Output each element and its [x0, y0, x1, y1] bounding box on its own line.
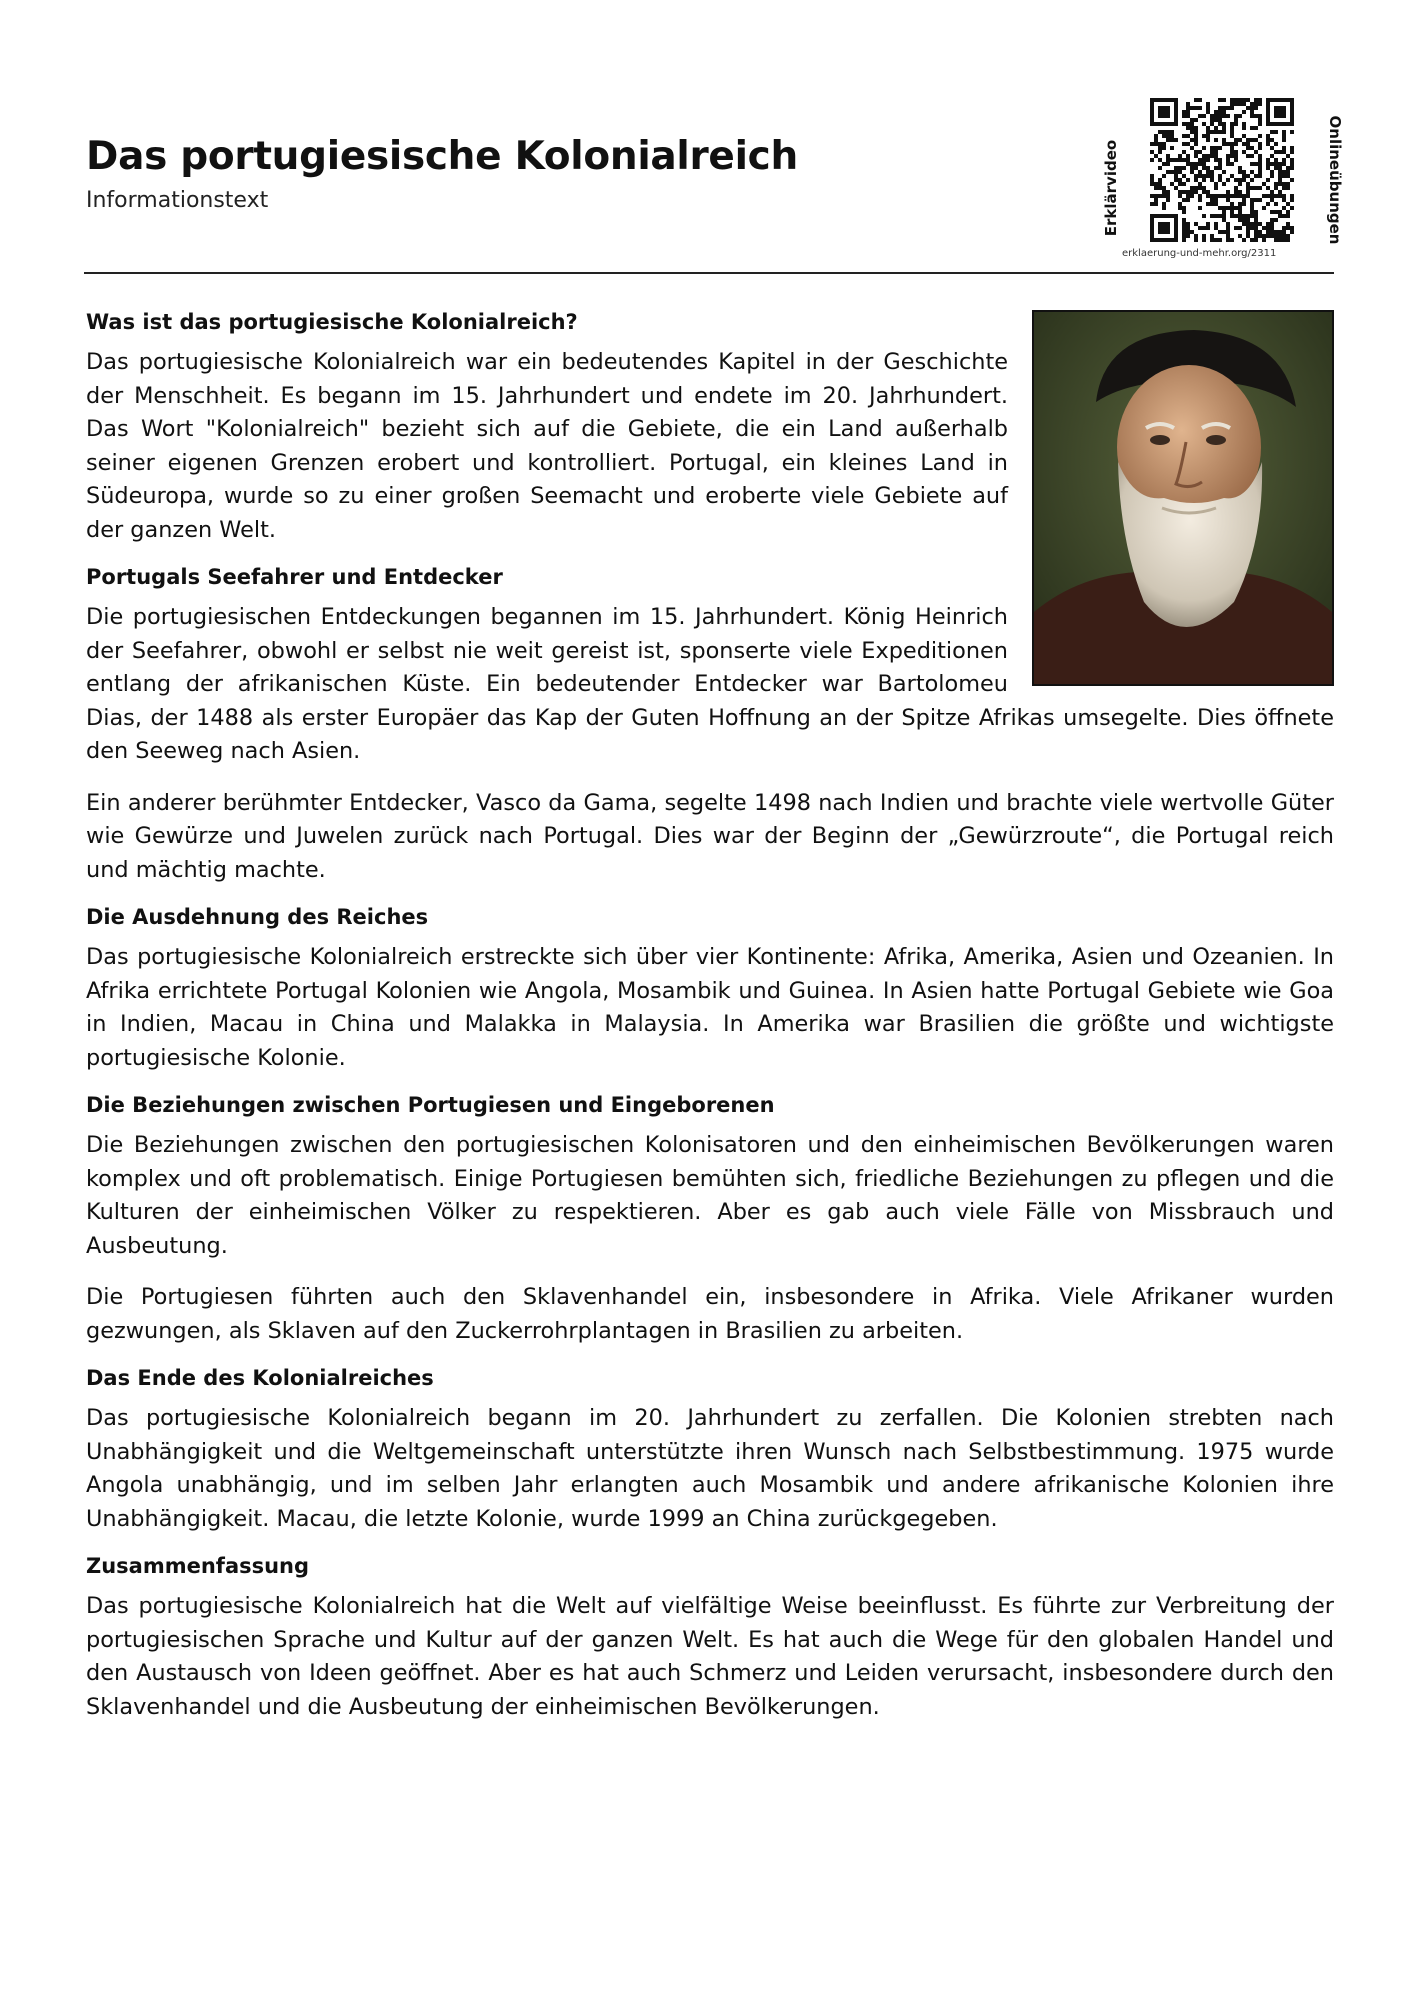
- section-heading: Das Ende des Kolonialreiches: [86, 1366, 434, 1390]
- paragraph: Das portugiesische Kolonialreich hat die Welt auf vielfältige Weise beeinflusst. Es führte zur Verbreitung der portugiesischen Sprache und Kultur auf der ganzen Welt. Es hat auch die Wege für den globalen Handel und den Austausch von Ideen geöffnet. Aber es hat auch Schmerz und Leiden verursacht, insbesondere durch den Sklavenhandel und die Ausbeutung der einheimischen Bevölkerungen.: [86, 1593, 1334, 1720]
- qr-left-label: Erklärvideo: [1102, 139, 1120, 237]
- section-heading: Die Ausdehnung des Reiches: [86, 905, 429, 929]
- section-5: [86, 1554, 1334, 1724]
- paragraph: Das portugiesische Kolonialreich begann im 20. Jahrhundert zu zerfallen. Die Kolonien strebten nach Unabhängigkeit und die Weltgemeinschaft unterstützte ihren Wunsch nach Selbstbestimmung. 1975 wurde Angola unabhängig, und im selben Jahr erlangten auch Mosambik und andere afrikanische Kolonien ihre Unabhängigkeit. Macau, die letzte Kolonie, wurde 1999 an China zurückgegeben.: [86, 1405, 1334, 1532]
- section-4: [86, 1366, 1334, 1536]
- section-heading: Portugals Seefahrer und Entdecker: [86, 565, 503, 589]
- document-body: [86, 310, 1334, 1742]
- section-heading: Was ist das portugiesische Kolonialreich?: [86, 310, 578, 334]
- qr-url[interactable]: erklaerung-und-mehr.org/2311: [1122, 248, 1277, 259]
- qr-block[interactable]: [1098, 92, 1348, 264]
- section-3: [86, 1093, 1334, 1348]
- paragraph: Das portugiesische Kolonialreich war ein bedeutendes Kapitel in der Geschichte der Menschheit. Es begann im 15. Jahrhundert und endete im 20. Jahrhundert. Das Wort "Kolonialreich" bezieht sich auf die Gebiete, die ein Land außerhalb seiner eigenen Grenzen erobert und kontrolliert. Portugal, ein kleines Land in Südeuropa, wurde so zu einer großen Seemacht und eroberte viele Gebiete auf der ganzen Welt.: [86, 349, 1008, 543]
- paragraph: Die Portugiesen führten auch den Sklavenhandel ein, insbesondere in Afrika. Viele Afrikaner wurden gezwungen, als Sklaven auf den Zuckerrohrplantagen in Brasilien zu arbeiten.: [86, 1284, 1334, 1344]
- qr-right-label: Onlineübungen: [1326, 115, 1344, 245]
- paragraph: Die Beziehungen zwischen den portugiesischen Kolonisatoren und den einheimischen Bevölkerungen waren komplex und oft problematisch. Einige Portugiesen bemühten sich, friedliche Beziehungen zu pflegen und die Kulturen der einheimischen Völker zu respektieren. Aber es gab auch viele Fälle von Missbrauch und Ausbeutung.: [86, 1132, 1334, 1259]
- paragraph: Ein anderer berühmter Entdecker, Vasco da Gama, segelte 1498 nach Indien und brachte viele wertvolle Güter wie Gewürze und Juwelen zurück nach Portugal. Dies war der Beginn der „Gewürzroute“, die Portugal reich und mächtig machte.: [86, 789, 1334, 883]
- section-2: [86, 905, 1334, 1075]
- page-title: Das portugiesische Kolonialreich: [86, 134, 798, 179]
- section-heading: Zusammenfassung: [86, 1554, 310, 1578]
- paragraph: Die portugiesischen Entdeckungen begannen im 15. Jahrhundert. König Heinrich der Seefahrer, obwohl er selbst nie weit gereist ist, sponserte viele Expeditionen entlang der afrikanischen Küste. Ein bedeutender Entdecker war Bartolomeu Dias, der 1488 als erster Europäer das Kap der Guten Hoffnung an der Spitze Afrikas umsegelte. Dies öffnete den Seeweg nach Asien.: [86, 604, 1334, 764]
- paragraph: Das portugiesische Kolonialreich erstreckte sich über vier Kontinente: Afrika, Amerika, Asien und Ozeanien. In Afrika errichtete Portugal Kolonien wie Angola, Mosambik und Guinea. In Asien hatte Portugal Gebiete wie Goa in Indien, Macau in China und Malakka in Malaysia. In Amerika war Brasilien die größte und wichtigste portugiesische Kolonie.: [86, 944, 1334, 1071]
- header-divider: [84, 272, 1334, 274]
- portrait-image: [1032, 310, 1334, 686]
- section-heading: Die Beziehungen zwischen Portugiesen und Eingeborenen: [86, 1093, 775, 1117]
- qr-code-icon[interactable]: [1142, 94, 1302, 246]
- page-subtitle: Informationstext: [86, 188, 269, 213]
